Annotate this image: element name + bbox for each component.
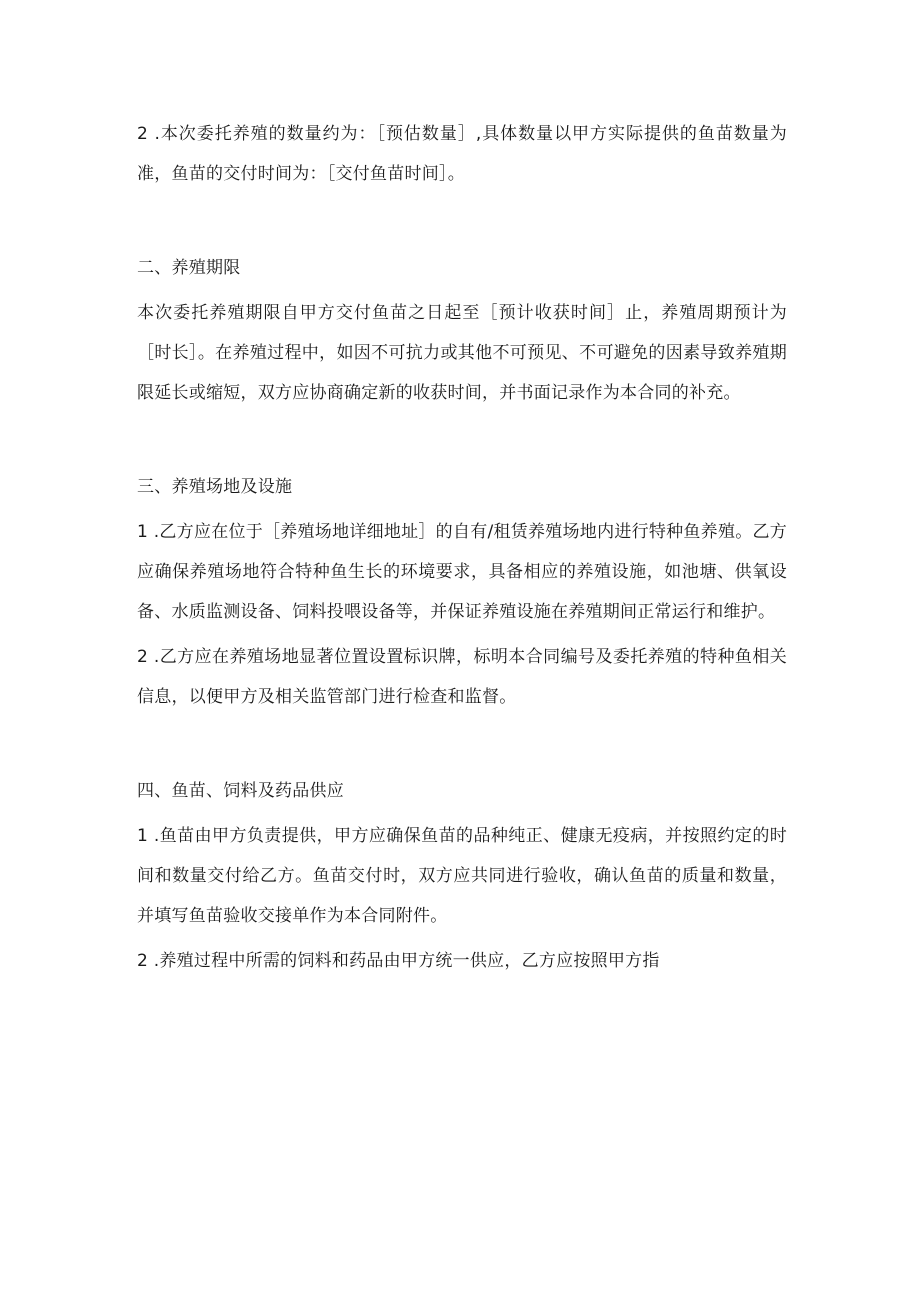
document-body xyxy=(137,114,787,981)
section-site-item-2: 2 .乙方应在养殖场地显著位置设置标识牌，标明本合同编号及委托养殖的特种鱼相关信息，以便甲方及相关监管部门进行检查和监督。 xyxy=(137,647,787,707)
section-term-body: 本次委托养殖期限自甲方交付鱼苗之日起至［预计收获时间］止，养殖周期预计为［时长］。在养殖过程中，如因不可抗力或其他不可预见、不可避免的因素导致养殖期限延长或缩短，双方应协商确定新的收获时间，并书面记录作为本合同的补充。 xyxy=(137,303,787,403)
section-gap xyxy=(137,413,787,467)
section-gap xyxy=(137,194,787,248)
section-supply-item-1: 1 .鱼苗由甲方负责提供，甲方应确保鱼苗的品种纯正、健康无疫病，并按照约定的时间和数量交付给乙方。鱼苗交付时，双方应共同进行验收，确认鱼苗的质量和数量，并填写鱼苗验收交接单作为本合同附件。 xyxy=(137,826,787,926)
section-heading-site: 三、养殖场地及设施 xyxy=(137,477,293,497)
clause-1-item-2: 2 .本次委托养殖的数量约为：［预估数量］,具体数量以甲方实际提供的鱼苗数量为准，鱼苗的交付时间为：［交付鱼苗时间］。 xyxy=(137,124,787,184)
section-heading-term: 二、养殖期限 xyxy=(137,258,241,278)
section-gap xyxy=(137,717,787,771)
section-site-item-1: 1 .乙方应在位于［养殖场地详细地址］的自有/租赁养殖场地内进行特种鱼养殖。乙方应确保养殖场地符合特种鱼生长的环境要求，具备相应的养殖设施，如池塘、供氧设备、水质监测设备、饲料投喂设备等，并保证养殖设施在养殖期间正常运行和维护。 xyxy=(137,522,787,622)
section-heading-supply: 四、鱼苗、饲料及药品供应 xyxy=(137,781,344,801)
section-supply-item-2: 2 .养殖过程中所需的饲料和药品由甲方统一供应，乙方应按照甲方指 xyxy=(137,951,660,971)
